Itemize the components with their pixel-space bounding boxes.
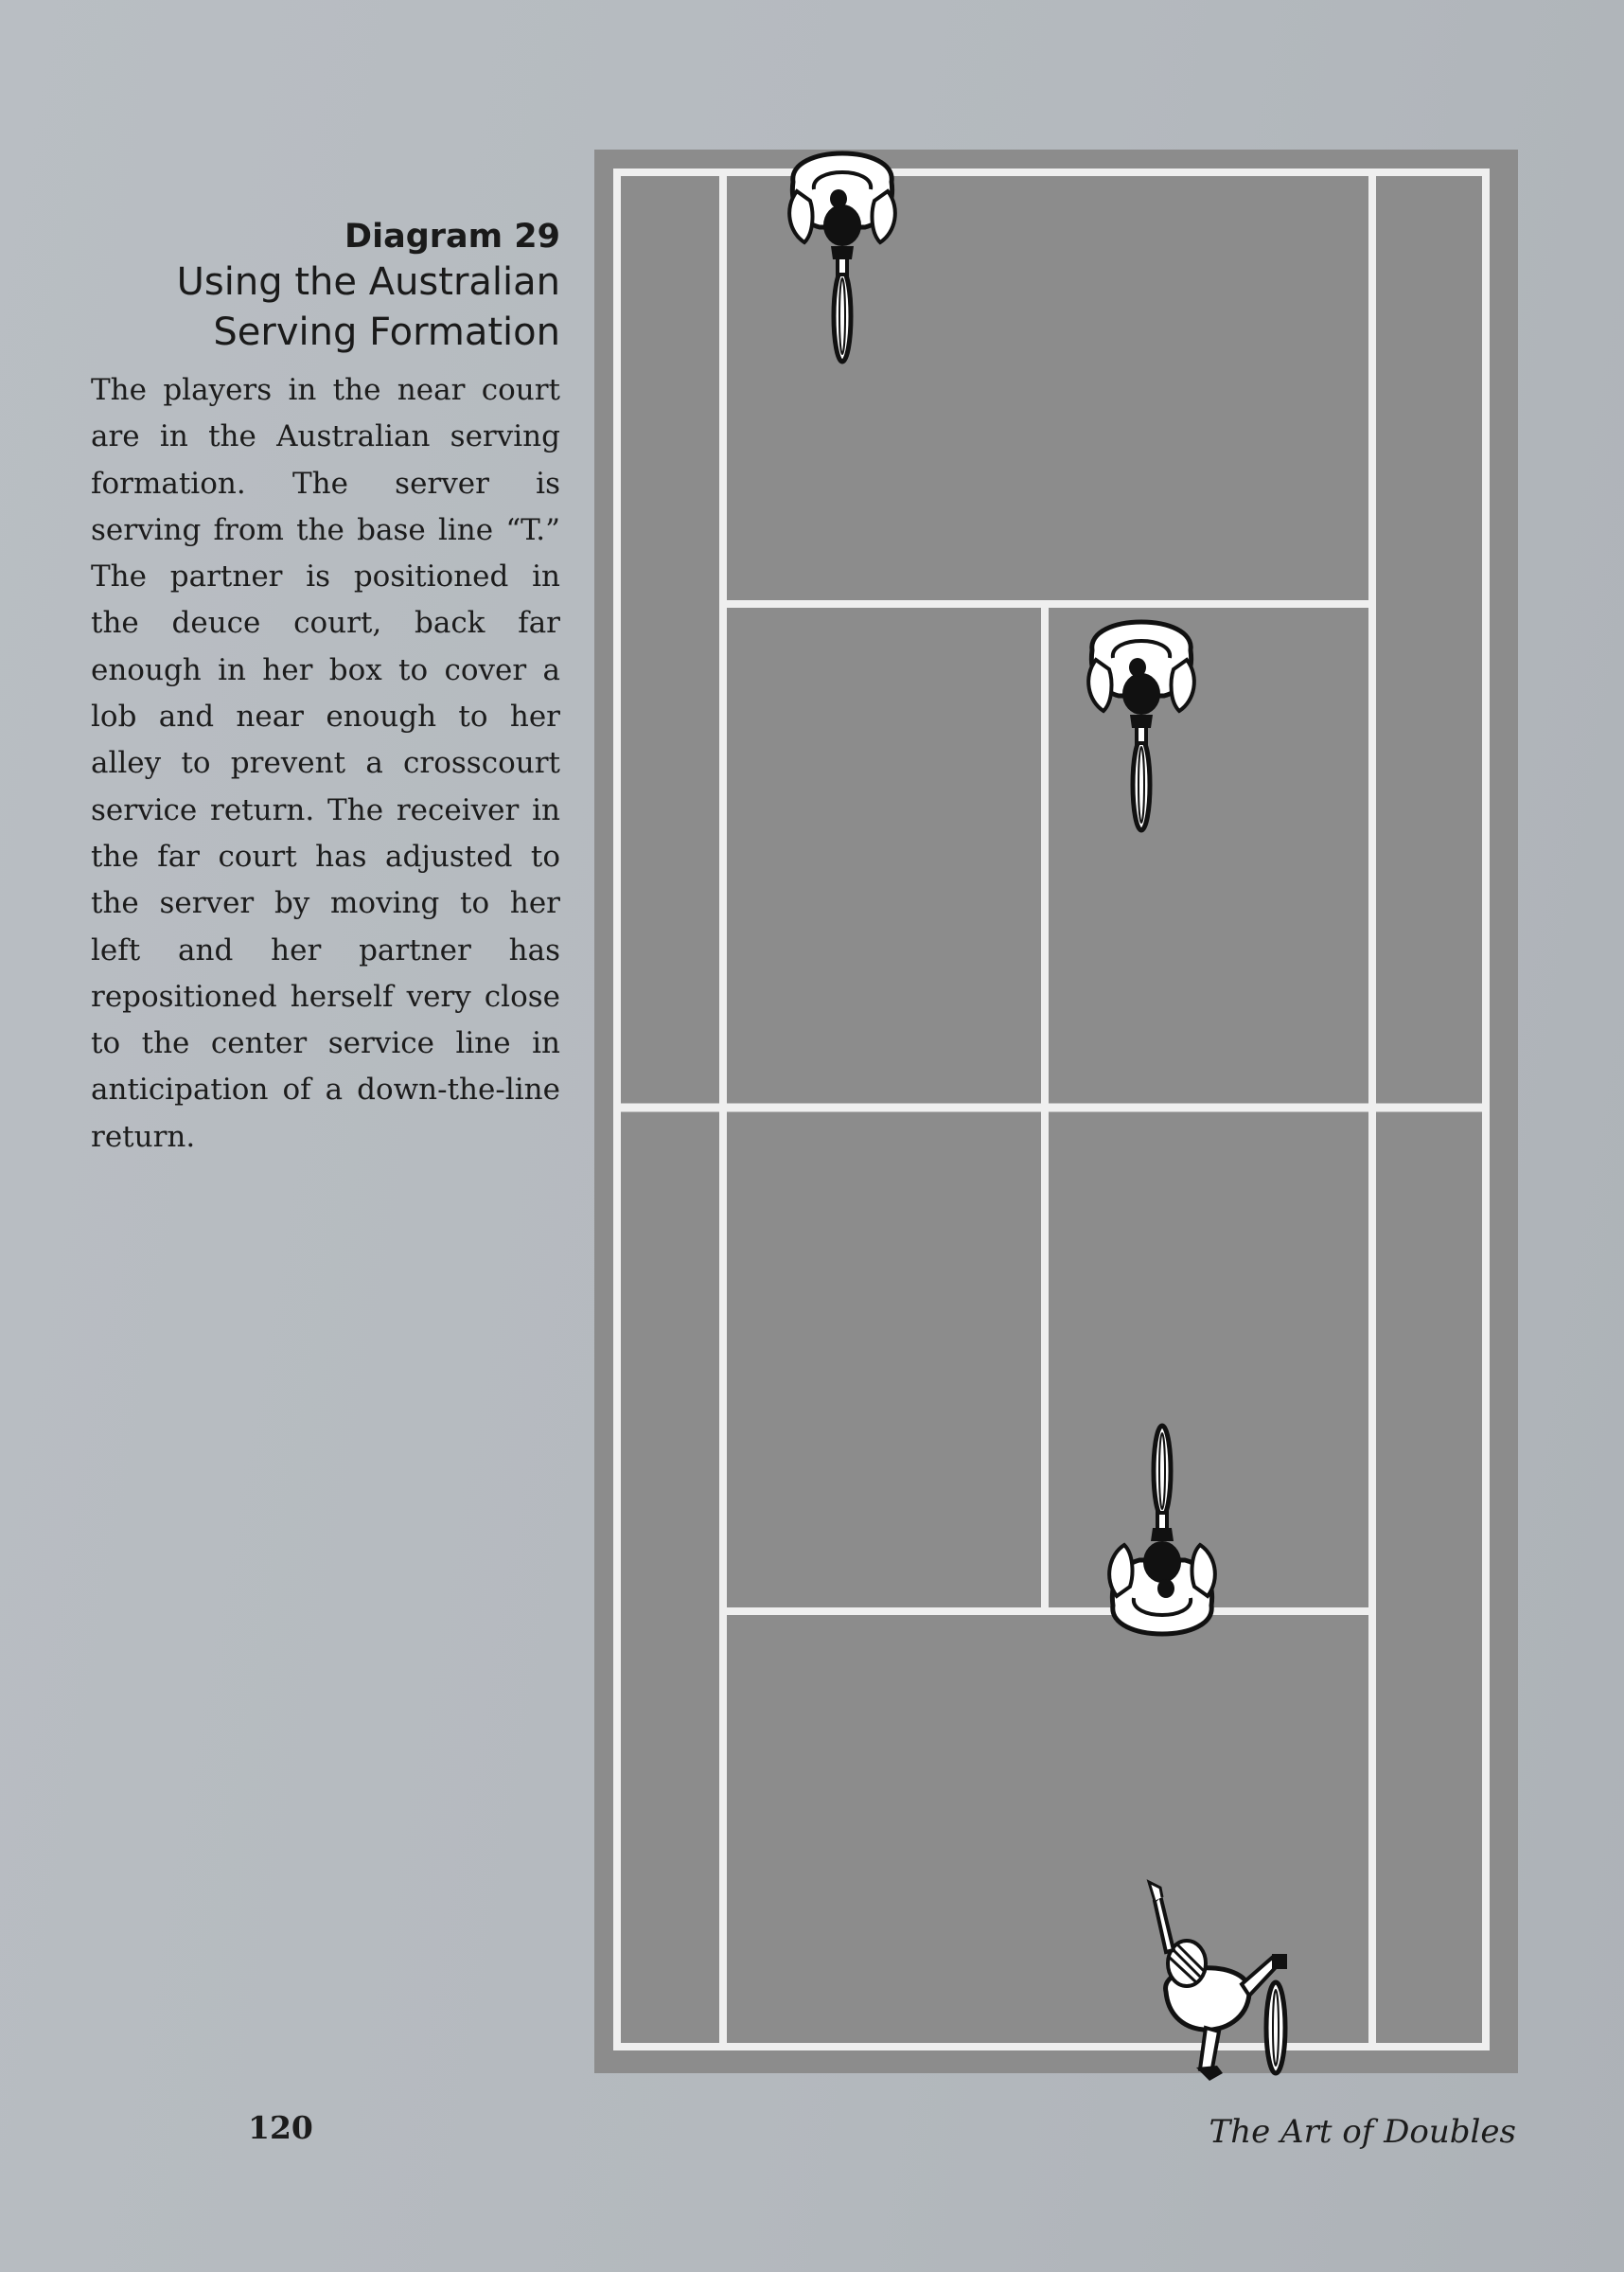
- page-number: 120: [248, 2109, 313, 2146]
- book-title: The Art of Doubles: [1209, 2113, 1516, 2151]
- caption-body-text: The players in the near court are in the Australian serving formation. The server is serving from the base line “T.” The partner is positioned in the deuce court, back far enough in her box to cover a lob and near enough to her alley to prevent a crosscourt service return. The receiver in the far court has adjusted to the server by moving to her left and her partner has repositioned herself very close to the center service line in anticipation of a down-the-line return.: [91, 373, 560, 1154]
- diagram-title-line-1: Using the Australian: [176, 260, 560, 304]
- diagram-title-line-2: Serving Formation: [213, 311, 560, 354]
- diagram-label: Diagram 29: [344, 218, 560, 256]
